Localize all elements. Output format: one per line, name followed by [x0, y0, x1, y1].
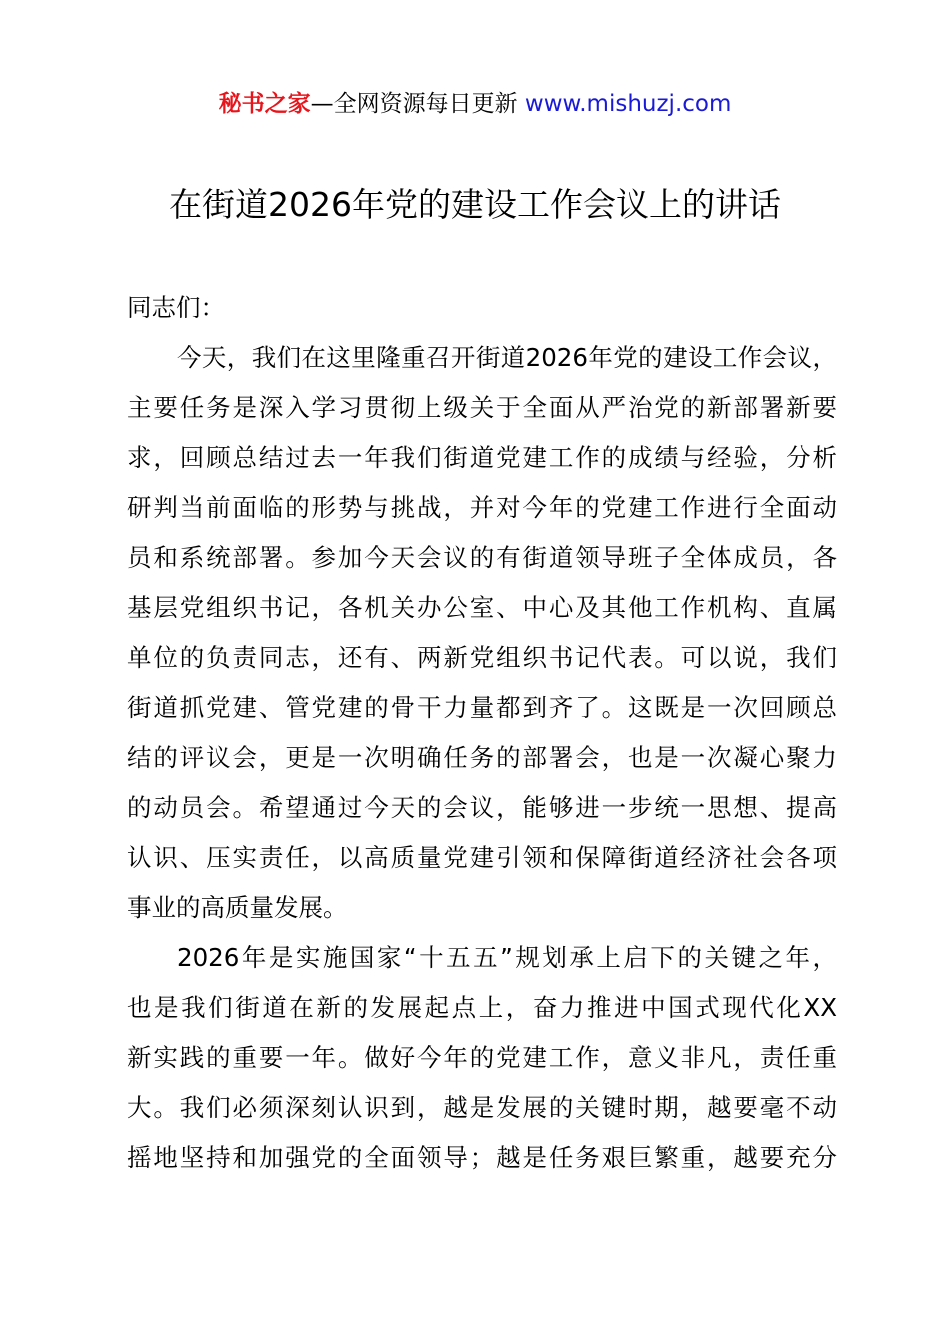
- document-body: [127, 283, 837, 1183]
- paragraph-1-line: 今天，我们在这里隆重召开街道2026年党的建设工作会议，: [177, 343, 837, 372]
- paragraph-2-line: 2026年是实施国家“十五五”规划承上启下的关键之年，: [177, 943, 837, 972]
- site-tagline: —全网资源每日更新: [310, 91, 525, 117]
- paragraph-1-line: 街道抓党建、管党建的骨干力量都到齐了。这既是一次回顾总: [127, 693, 837, 722]
- paragraph-1-line: 认识、压实责任，以高质量党建引领和保障街道经济社会各项: [127, 843, 837, 872]
- paragraph-2-line: 新实践的重要一年。做好今年的党建工作，意义非凡，责任重: [127, 1043, 837, 1072]
- paragraph-1-line: 事业的高质量发展。: [127, 893, 348, 922]
- paragraph-2-line: 摇地坚持和加强党的全面领导；越是任务艰巨繁重，越要充分: [127, 1143, 837, 1172]
- site-name: 秘书之家: [218, 91, 311, 117]
- paragraph-1-line: 基层党组织书记，各机关办公室、中心及其他工作机构、直属: [127, 593, 837, 622]
- paragraph-1-line: 研判当前面临的形势与挑战，并对今年的党建工作进行全面动: [127, 493, 837, 522]
- paragraph-2-line: 也是我们街道在新的发展起点上，奋力推进中国式现代化XX: [127, 993, 837, 1022]
- paragraph-1-line: 求，回顾总结过去一年我们街道党建工作的成绩与经验，分析: [127, 443, 837, 472]
- site-header: [0, 86, 950, 122]
- paragraph-1-line: 的动员会。希望通过今天的会议，能够进一步统一思想、提高: [127, 793, 837, 822]
- paragraph-1-line: 主要任务是深入学习贯彻上级关于全面从严治党的新部署新要: [127, 393, 837, 422]
- paragraph-1-line: 单位的负责同志，还有、两新党组织书记代表。可以说，我们: [127, 643, 837, 672]
- site-url-link[interactable]: www.mishuzj.com: [524, 91, 732, 117]
- paragraph-1-line: 员和系统部署。参加今天会议的有街道领导班子全体成员，各: [127, 543, 837, 572]
- salutation: 同志们：: [127, 293, 225, 322]
- paragraph-1-line: 结的评议会，更是一次明确任务的部署会，也是一次凝心聚力: [127, 743, 837, 772]
- paragraph-2-line: 大。我们必须深刻认识到，越是发展的关键时期，越要毫不动: [127, 1093, 837, 1122]
- document-title: 在街道2026年党的建设工作会议上的讲话: [169, 185, 781, 224]
